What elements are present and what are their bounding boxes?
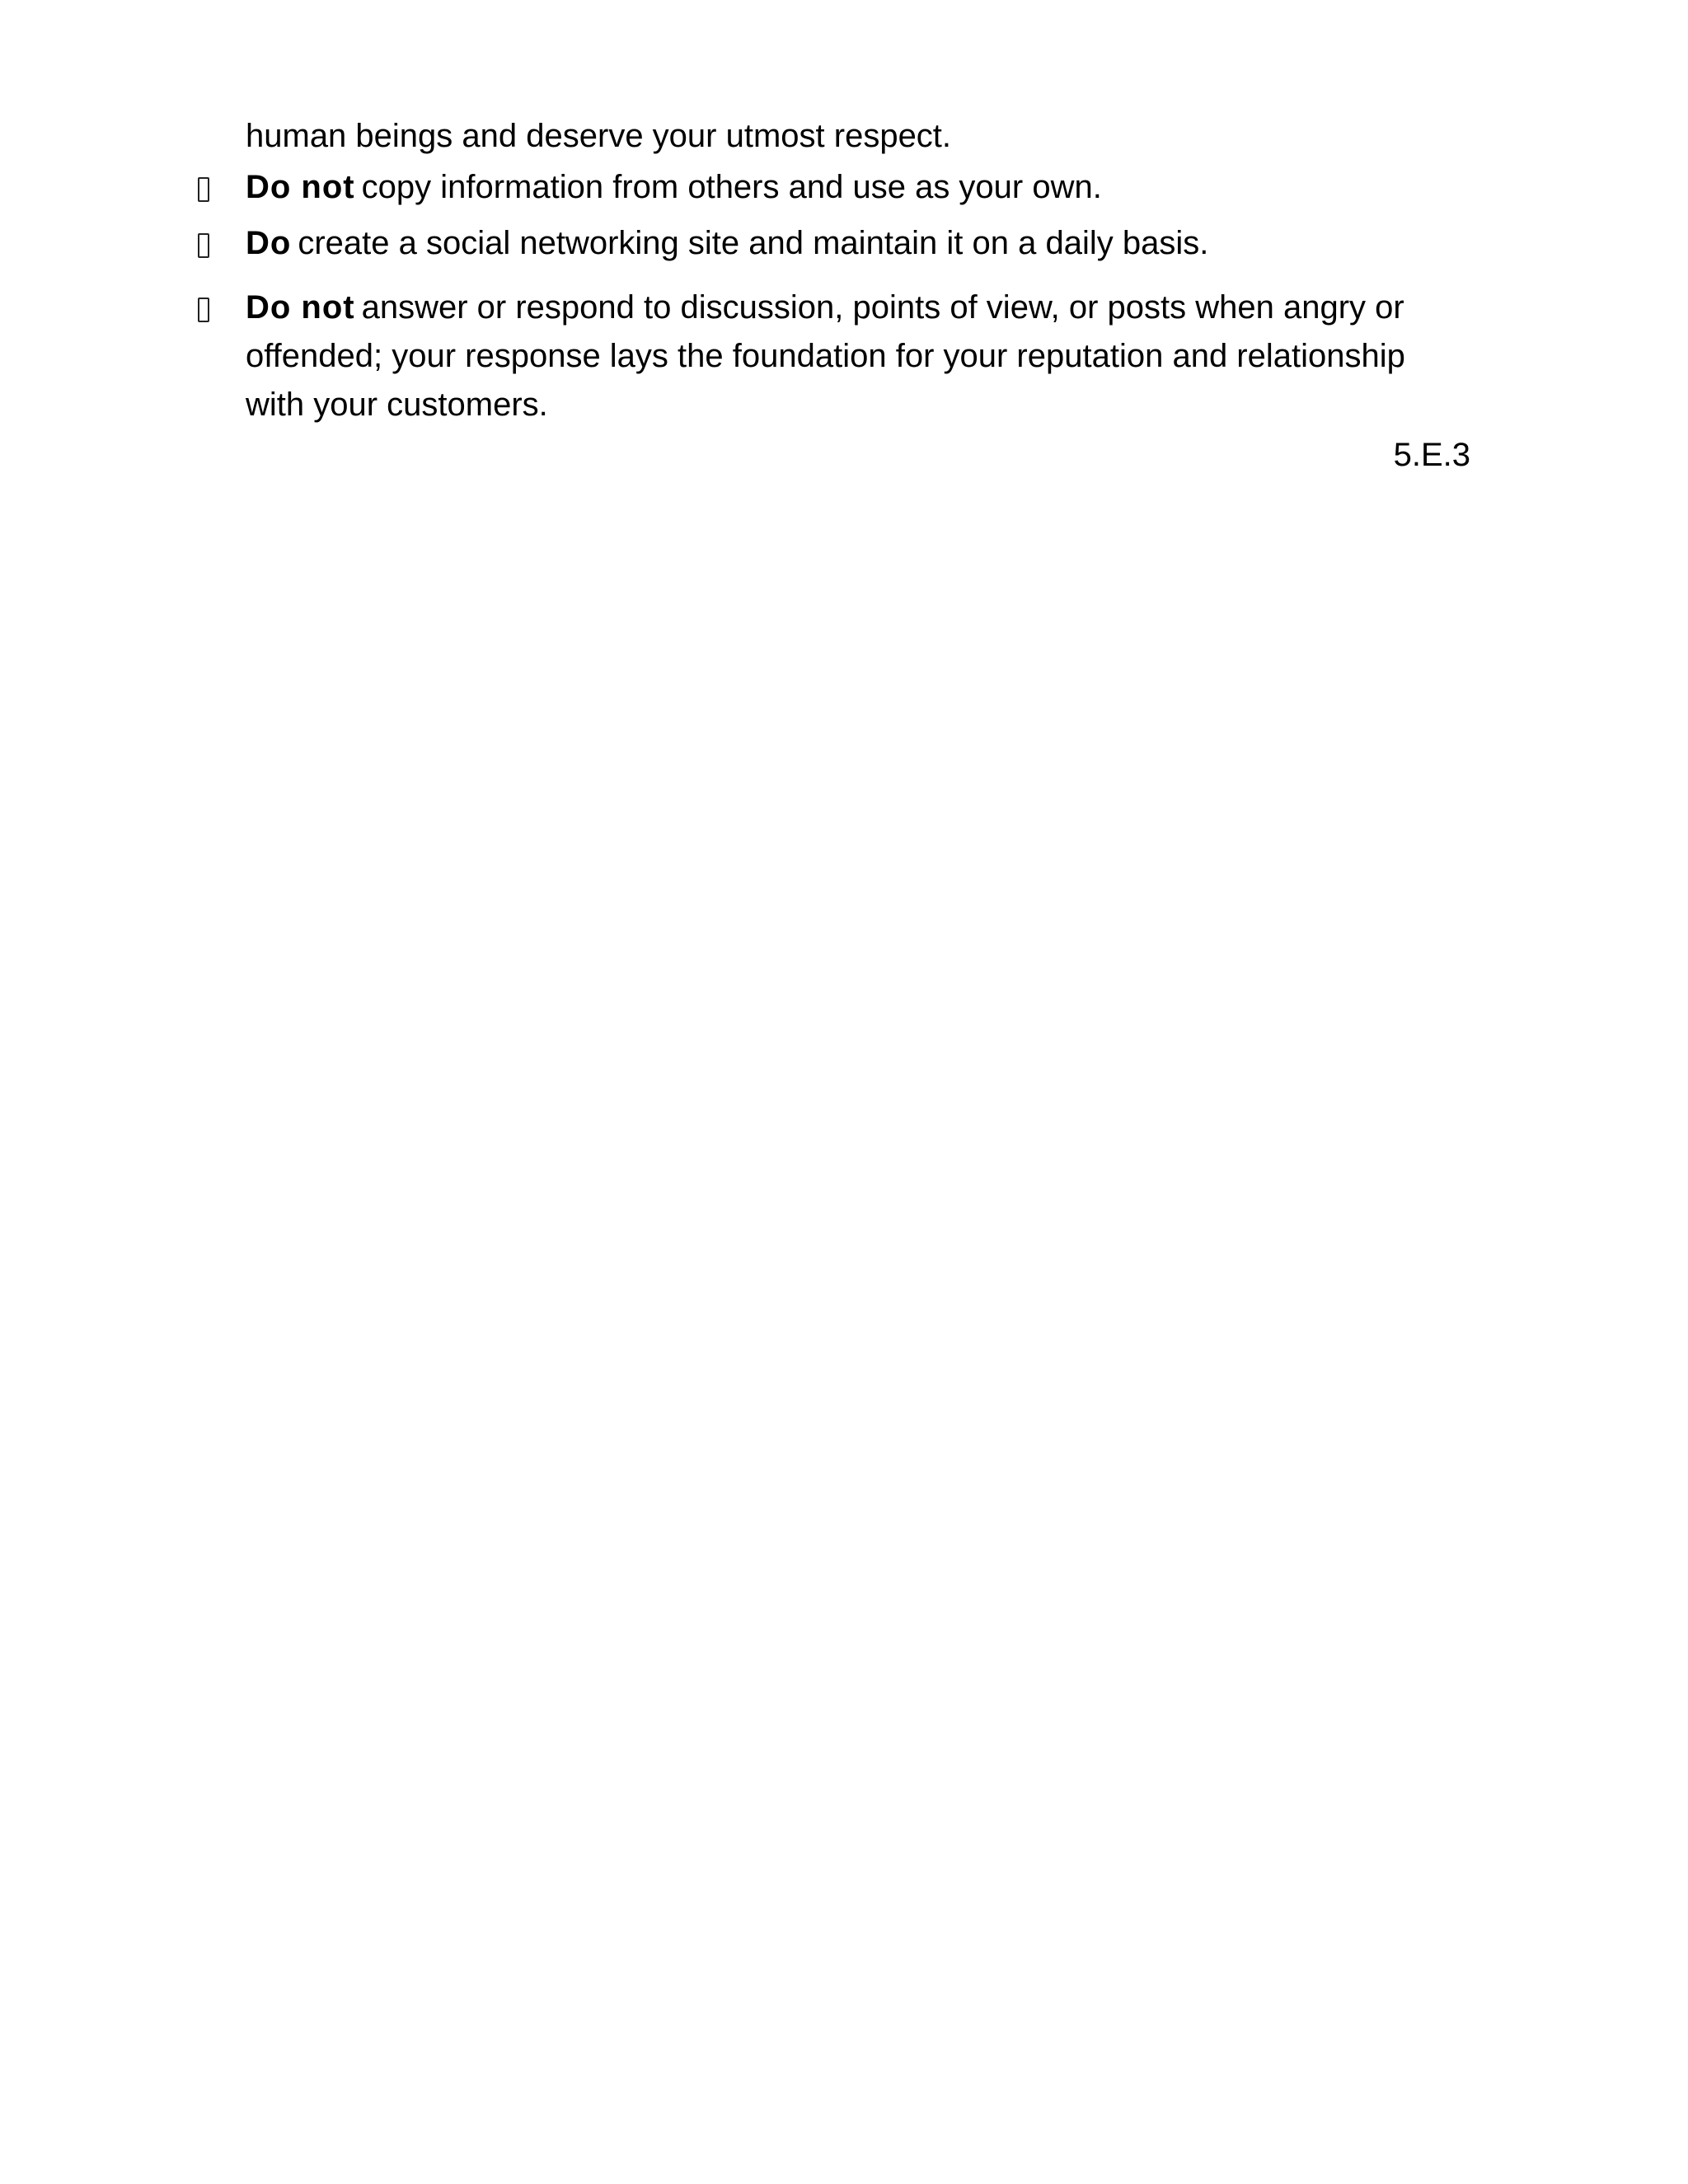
- missing-glyph-box-icon: [198, 298, 209, 322]
- page-number: 5.E.3: [1393, 437, 1470, 473]
- missing-glyph-box-icon: [198, 233, 209, 258]
- list-item-body: answer or respond to discussion, points of view, or posts when angry or offended; your response lays the foundation for your reputation and relationship with your customers.: [246, 289, 1405, 423]
- missing-glyph-box-icon: [198, 177, 209, 202]
- list-item-body: create a social networking site and maintain it on a daily basis.: [298, 225, 1209, 261]
- list-item-lead: Do not: [246, 169, 355, 205]
- list-item-body: copy information from others and use as your own.: [361, 169, 1102, 205]
- list-item-lead: Do not: [246, 289, 355, 326]
- list-item-text: [246, 284, 1449, 429]
- list-item-text: [246, 219, 1449, 268]
- continuation-text: human beings and deserve your utmost respect.: [246, 118, 952, 154]
- list-item-text: [246, 163, 1449, 212]
- list-item-lead: Do: [246, 225, 292, 261]
- do-dont-list: [0, 0, 1688, 494]
